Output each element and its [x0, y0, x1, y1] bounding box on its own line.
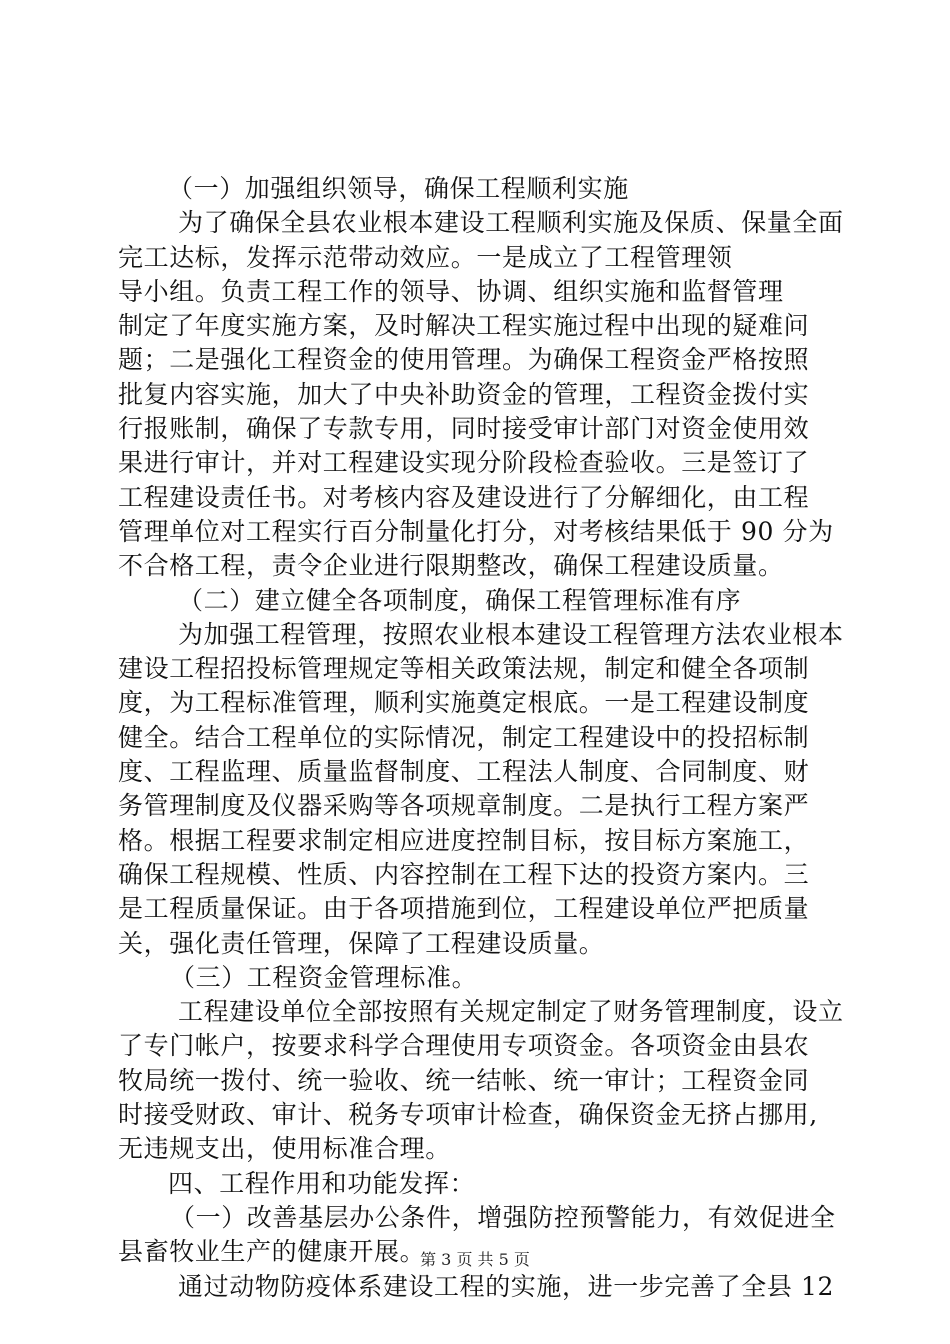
section-heading: 四、工程作用和功能发挥：	[168, 1168, 476, 1198]
paragraph-line: 工程建设责任书。对考核内容及建设进行了分解细化，由工程	[118, 482, 810, 512]
paragraph-line: 建设工程招投标管理规定等相关政策法规，制定和健全各项制	[118, 654, 810, 684]
paragraph-line: 行报账制，确保了专款专用，同时接受审计部门对资金使用效	[118, 414, 810, 444]
paragraph-line: 度，为工程标准管理，顺利实施奠定根底。一是工程建设制度	[118, 688, 810, 718]
paragraph-line: 健全。结合工程单位的实际情况，制定工程建设中的投招标制	[118, 722, 810, 752]
paragraph-line: 制定了年度实施方案，及时解决工程实施过程中出现的疑难问	[118, 311, 810, 341]
heading-2: （二）建立健全各项制度，确保工程管理标准有序	[178, 585, 742, 615]
paragraph-line: 县畜牧业生产的健康开展。	[118, 1237, 426, 1267]
paragraph-line: 牧局统一拨付、统一验收、统一结帐、统一审计；工程资金同	[118, 1065, 810, 1095]
paragraph-line: 批复内容实施，加大了中央补助资金的管理，工程资金拨付实	[118, 379, 810, 409]
paragraph-line: 了专门帐户，按要求科学合理使用专项资金。各项资金由县农	[118, 1031, 810, 1061]
paragraph-line: 关，强化责任管理，保障了工程建设质量。	[118, 928, 605, 958]
paragraph-line: 果进行审计，并对工程建设实现分阶段检查验收。三是签订了	[118, 448, 810, 478]
paragraph-line: 无违规支出，使用标准合理。	[118, 1134, 451, 1164]
heading-3: （三）工程资金管理标准。	[170, 962, 478, 992]
paragraph-line: 确保工程规模、性质、内容控制在工程下达的投资方案内。三	[118, 859, 810, 889]
paragraph-line: 务管理制度及仪器采购等各项规章制度。二是执行工程方案严	[118, 791, 810, 821]
paragraph-line: 为了确保全县农业根本建设工程顺利实施及保质、保量全面	[178, 208, 844, 238]
body-text	[118, 172, 844, 1304]
heading-1: （一）加强组织领导，确保工程顺利实施	[168, 174, 629, 203]
paragraph-line: 度、工程监理、质量监督制度、工程法人制度、合同制度、财	[118, 757, 810, 787]
paragraph-line: 为加强工程管理，按照农业根本建设工程管理方法农业根本	[178, 619, 844, 649]
paragraph-line: 是工程质量保证。由于各项措施到位，工程建设单位严把质量	[118, 894, 810, 924]
paragraph-line: 题；二是强化工程资金的使用管理。为确保工程资金严格按照	[118, 345, 810, 375]
page-number-footer: 第 3 页 共 5 页	[420, 1250, 530, 1269]
paragraph-line: 格。根据工程要求制定相应进度控制目标，按目标方案施工，	[118, 825, 810, 855]
paragraph-line: 管理单位对工程实行百分制量化打分，对考核结果低于 90 分为	[118, 516, 834, 546]
paragraph-line: 工程建设单位全部按照有关规定制定了财务管理制度，设立	[178, 997, 844, 1027]
paragraph-line: （一）改善基层办公条件，增强防控预警能力，有效促进全	[170, 1202, 836, 1232]
paragraph-line: 完工达标，发挥示范带动效应。一是成立了工程管理领	[118, 242, 733, 272]
paragraph-line: 通过动物防疫体系建设工程的实施，进一步完善了全县 12	[178, 1271, 834, 1301]
paragraph-line: 时接受财政、审计、税务专项审计检查，确保资金无挤占挪用,	[118, 1100, 818, 1130]
paragraph-line: 导小组。负责工程工作的领导、协调、组织实施和监督管理	[118, 276, 784, 306]
paragraph-line: 不合格工程，责令企业进行限期整改，确保工程建设质量。	[118, 551, 784, 581]
